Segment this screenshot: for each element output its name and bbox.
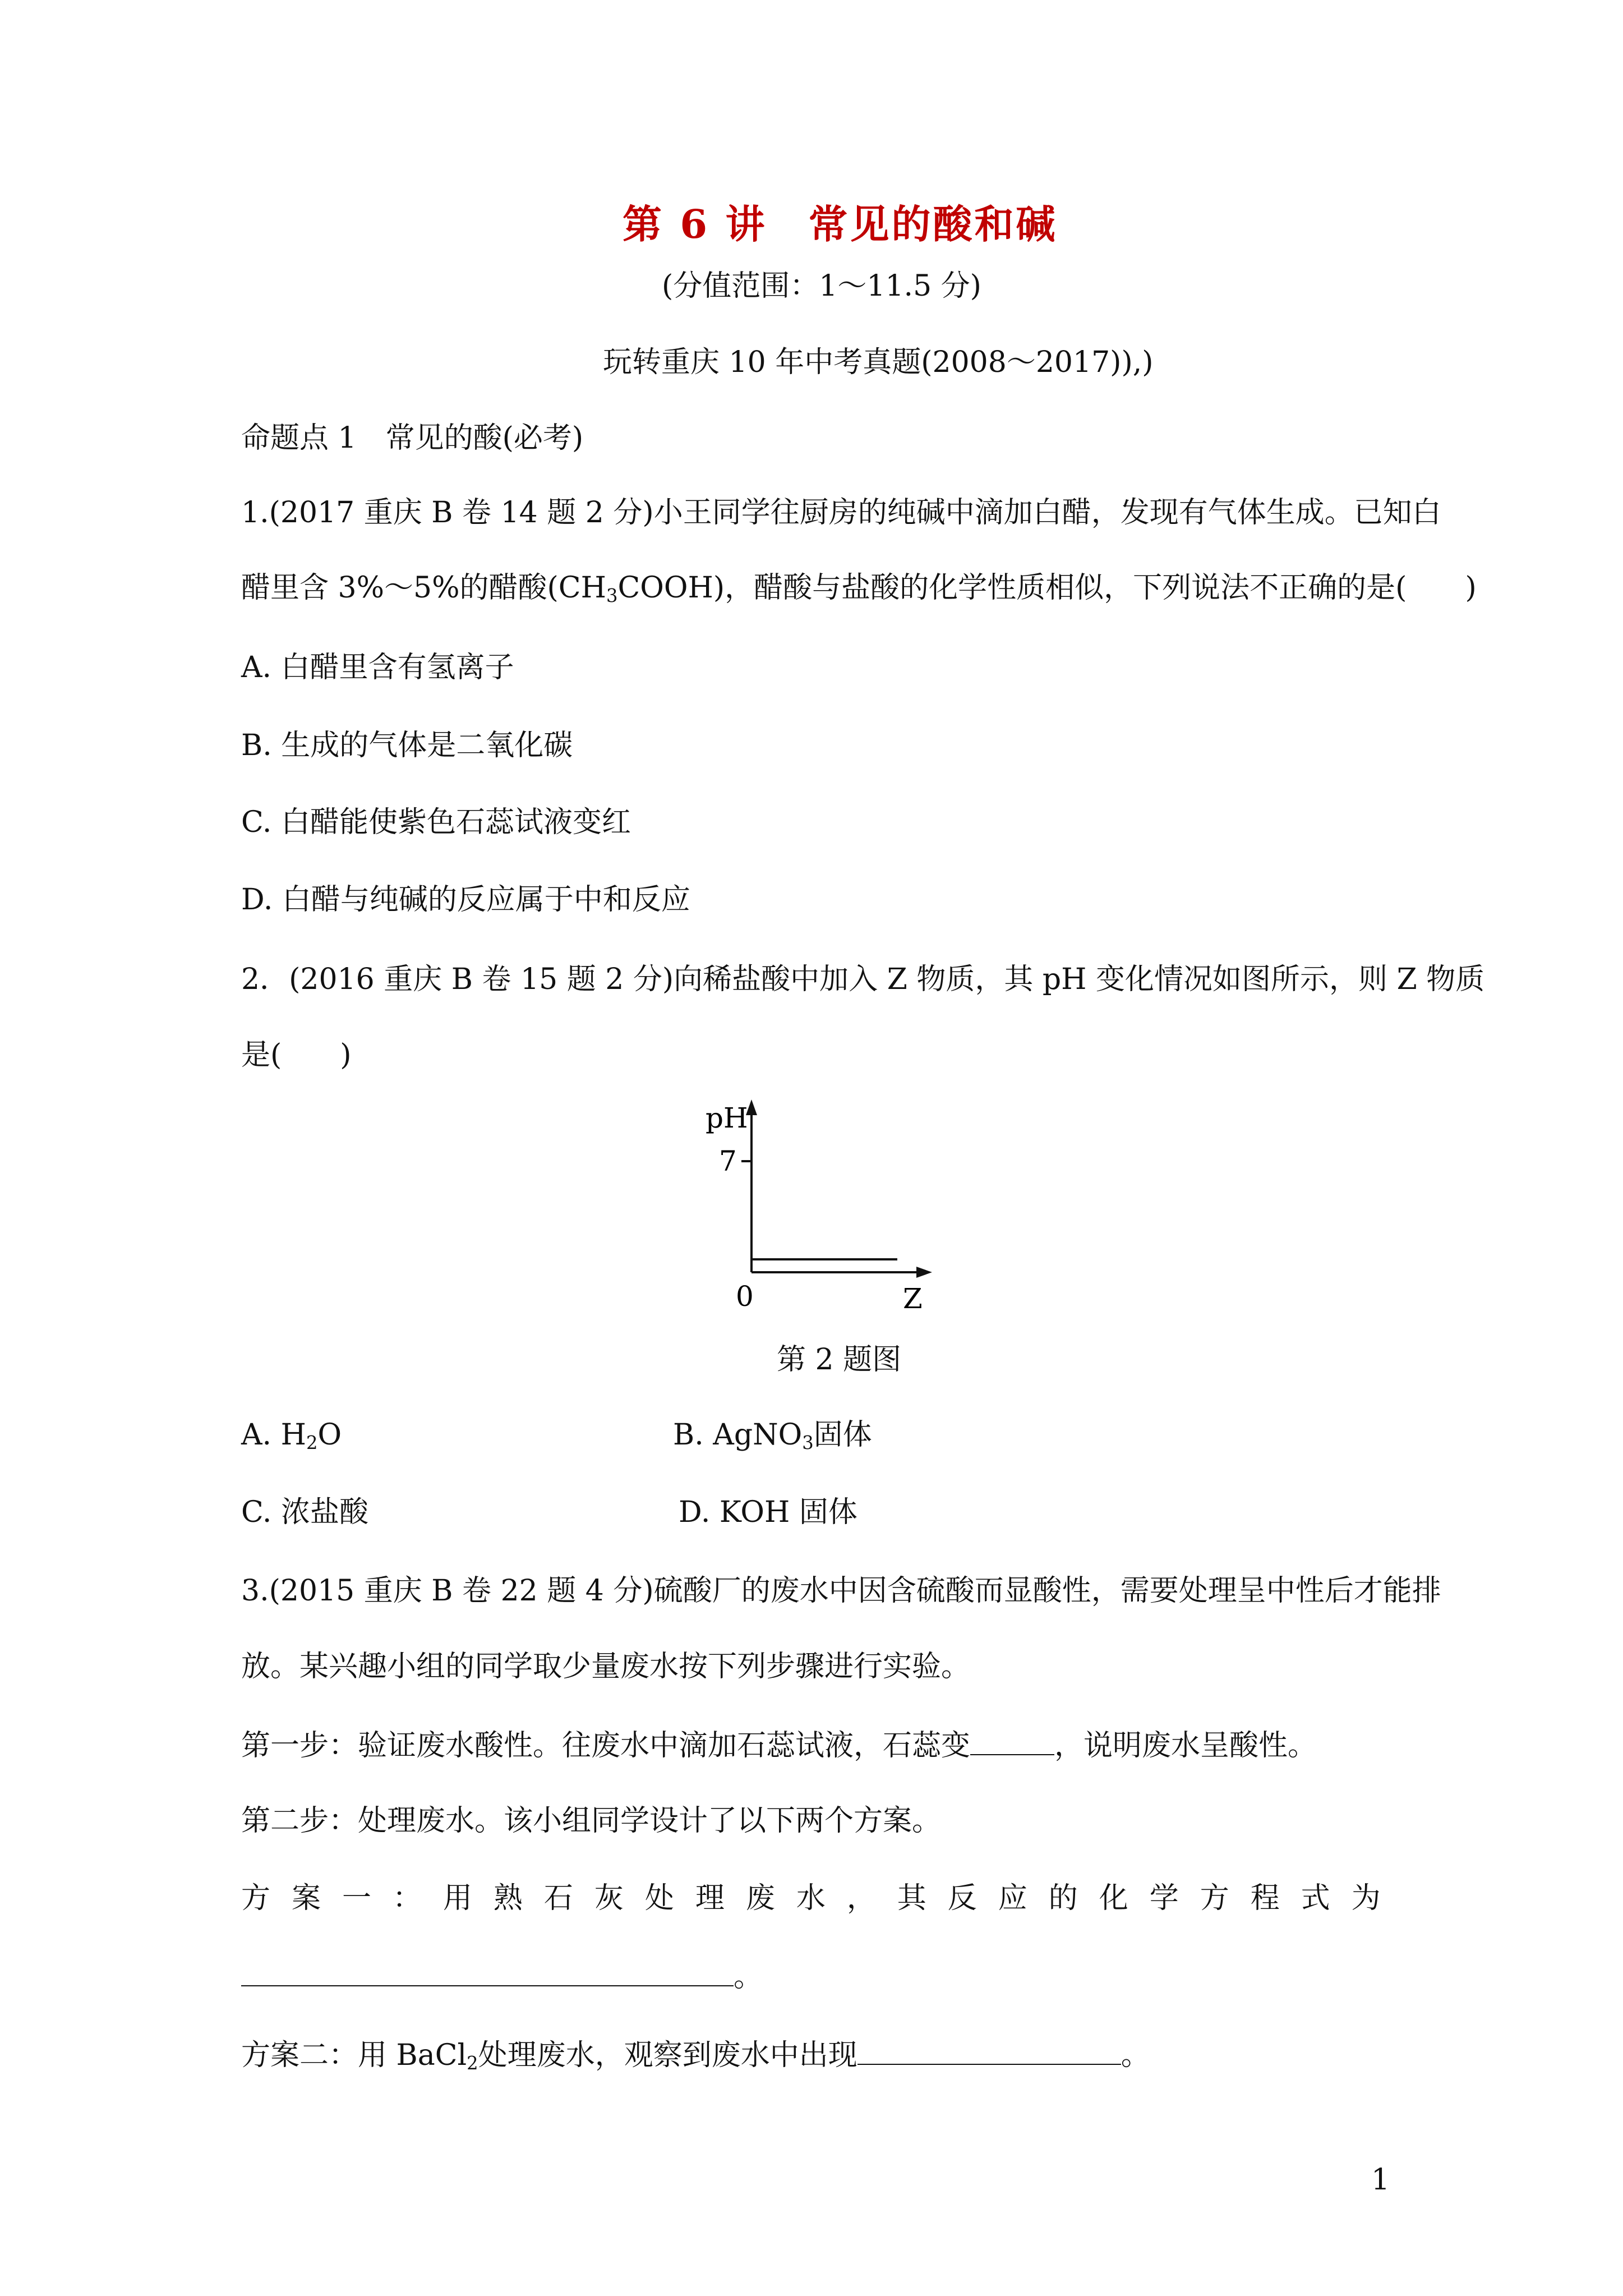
q3-plan2: 方案二：用 BaCl$_2$处理废水，观察到废水中出现 。 — [241, 2039, 1150, 2074]
step1-answer-blank[interactable] — [970, 1729, 1054, 1755]
q1-option-a: A. 白醋里含有氢离子 — [241, 651, 514, 684]
plan1-char: 学 — [1149, 1881, 1179, 1915]
y-tick-label: 7 — [719, 1145, 737, 1177]
q2-option-b: B. AgNO$_3$固体 — [673, 1418, 872, 1454]
section-heading: 玩转重庆 10 年中考真题(2008～2017)),) — [603, 346, 1154, 379]
score-range: (分值范围：1～11.5 分) — [662, 269, 981, 303]
y-axis-label: pH — [706, 1102, 748, 1134]
plan1-char: 方 — [241, 1881, 271, 1915]
plan1-char: 的 — [1048, 1881, 1078, 1915]
q3-step2: 第二步：处理废水。该小组同学设计了以下两个方案。 — [241, 1804, 942, 1838]
plan1-char: 理 — [695, 1881, 725, 1915]
q2-stem-line1: 2．(2016 重庆 B 卷 15 题 2 分)向稀盐酸中加入 Z 物质，其 pH 变化情况如图所示，则 Z 物质 — [241, 963, 1485, 996]
plan2-observation-blank[interactable] — [857, 2039, 1121, 2065]
plan1-char: 应 — [998, 1881, 1027, 1915]
q2-option-a: A. $H_2O$ — [241, 1418, 342, 1454]
origin-label: 0 — [736, 1280, 754, 1313]
q3-plan1-answer-line: 。 — [241, 1961, 763, 1991]
figure-caption: 第 2 题图 — [777, 1343, 902, 1377]
q3-stem-line2: 放。某兴趣小组的同学取少量废水按下列步骤进行实验。 — [241, 1650, 971, 1683]
plan1-char: 灰 — [594, 1881, 624, 1915]
plan1-char: 其 — [897, 1881, 926, 1915]
plan1-char: 式 — [1301, 1881, 1330, 1915]
plan1-char: ， — [846, 1881, 876, 1915]
q3-stem-line1: 3.(2015 重庆 B 卷 22 题 4 分)硫酸厂的废水中因含硫酸而显酸性，需要处理呈中性后才能排 — [241, 1574, 1441, 1608]
q2-stem-line2: 是( ) — [241, 1038, 352, 1072]
x-axis-label: Z — [903, 1282, 923, 1313]
q1-option-c: C. 白醋能使紫色石蕊试液变红 — [241, 806, 631, 839]
q1-option-b: B. 生成的气体是二氧化碳 — [241, 729, 573, 762]
page-number: 1 — [1371, 2163, 1390, 2197]
plan1-char: 案 — [291, 1881, 321, 1915]
plan1-char: 方 — [1200, 1881, 1229, 1915]
q2-option-c: C. 浓盐酸 — [241, 1496, 368, 1529]
plan1-char: 用 — [442, 1881, 472, 1915]
q1-option-d: D. 白醋与纯碱的反应属于中和反应 — [241, 883, 690, 917]
plan1-char: 石 — [543, 1881, 573, 1915]
ph-chart — [690, 1099, 959, 1313]
plan1-equation-blank[interactable] — [241, 1961, 734, 1986]
plan1-char: 化 — [1099, 1881, 1128, 1915]
page-title: 第 6 讲 常见的酸和碱 — [623, 201, 1058, 247]
plan1-char: 废 — [745, 1881, 775, 1915]
plan1-char: 熟 — [493, 1881, 523, 1915]
plan1-char: 水 — [796, 1881, 826, 1915]
topic-heading: 命题点 1 常见的酸(必考) — [241, 421, 584, 455]
q1-stem-line2: 醋里含 3%～5%的醋酸$(CH_3COOH)$，醋酸与盐酸的化学性质相似，下列说法不正确的是( ) — [241, 571, 1477, 607]
q3-plan1-line — [241, 1881, 1381, 1915]
plan1-char: 程 — [1250, 1881, 1280, 1915]
plan1-char: 反 — [947, 1881, 977, 1915]
x-axis-arrow — [916, 1267, 932, 1278]
q2-option-d: D. KOH 固体 — [679, 1496, 857, 1529]
q3-step1: 第一步：验证废水酸性。往废水中滴加石蕊试液，石蕊变 ，说明废水呈酸性。 — [241, 1729, 1317, 1763]
plan1-char: ： — [392, 1881, 422, 1915]
q1-stem-line1: 1.(2017 重庆 B 卷 14 题 2 分)小王同学往厨房的纯碱中滴加白醋，发现有气体生成。已知白 — [241, 496, 1441, 530]
plan1-char: 处 — [644, 1881, 674, 1915]
plan1-char: 一 — [342, 1881, 371, 1915]
plan1-char: 为 — [1351, 1881, 1381, 1915]
